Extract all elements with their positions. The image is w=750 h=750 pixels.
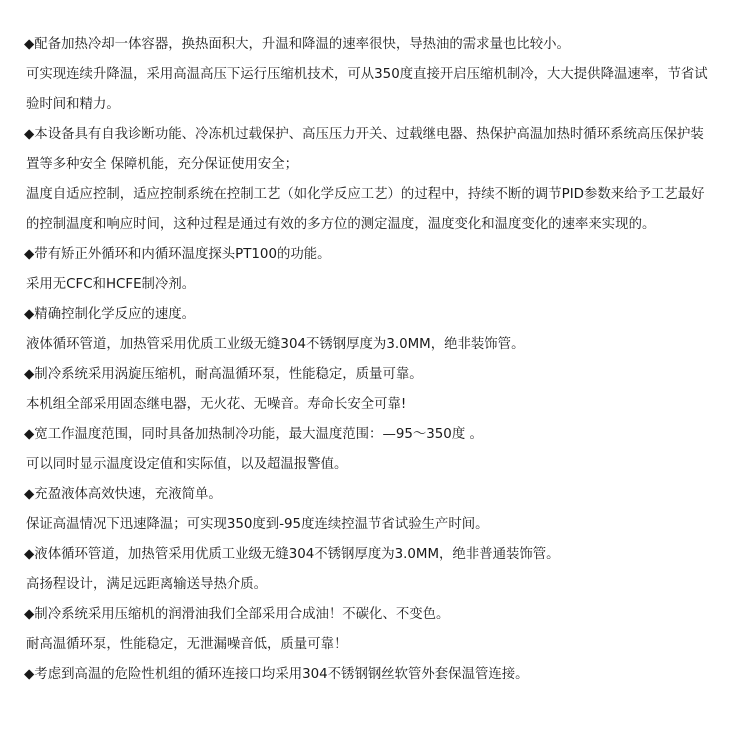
text-line: 保证高温情况下迅速降温；可实现350度到-95度连续控温节省试验生产时间。: [26, 517, 489, 532]
text-line: 的控制温度和响应时间，这种过程是通过有效的多方位的测定温度，温度变化和温度变化的速率来实现的。: [26, 217, 656, 232]
text-line: ◆充盈液体高效快速，充液简单。: [24, 487, 222, 502]
text-line: ◆带有矫正外循环和内循环温度探头PT100的功能。: [24, 247, 331, 262]
text-line: ◆制冷系统采用压缩机的润滑油我们全部采用合成油！不碳化、不变色。: [24, 607, 450, 622]
text-line: 本机组全部采用固态继电器，无火花、无噪音。寿命长安全可靠!: [26, 397, 407, 412]
text-line: ◆考虑到高温的危险性机组的循环连接口均采用304不锈钢钢丝软管外套保温管连接。: [24, 667, 529, 682]
text-line: 验时间和精力。: [26, 97, 120, 112]
text-line: 可以同时显示温度设定值和实际值，以及超温报警值。: [26, 457, 348, 472]
text-line: ◆精确控制化学反应的速度。: [24, 307, 195, 322]
text-line: 高扬程设计，满足远距离输送导热介质。: [26, 577, 268, 592]
text-line: ◆配备加热冷却一体容器，换热面积大，升温和降温的速率很快，导热油的需求量也比较小。: [24, 37, 570, 52]
text-line: ◆本设备具有自我诊断功能、冷冻机过载保护、高压压力开关、过载继电器、热保护高温加热时循环系统高压保护装: [24, 127, 704, 142]
text-line: ◆制冷系统采用涡旋压缩机，耐高温循环泵，性能稳定，质量可靠。: [24, 367, 423, 382]
text-line: 温度自适应控制，适应控制系统在控制工艺（如化学反应工艺）的过程中，持续不断的调节PID参数来给予工艺最好: [26, 187, 705, 202]
text-line: 液体循环管道，加热管采用优质工业级无缝304不锈钢厚度为3.0MM，绝非装饰管。: [26, 337, 525, 352]
text-line: ◆宽工作温度范围，同时具备加热制冷功能，最大温度范围：—95～350度 。: [24, 427, 483, 442]
text-line: 可实现连续升降温，采用高温高压下运行压缩机技术，可从350度直接开启压缩机制冷，大大提供降温速率，节省试: [26, 67, 708, 82]
text-line: 耐高温循环泵，性能稳定，无泄漏噪音低，质量可靠！: [26, 637, 348, 652]
text-line: ◆液体循环管道，加热管采用优质工业级无缝304不锈钢厚度为3.0MM，绝非普通装饰管。: [24, 547, 560, 562]
text-line: 置等多种安全 保障机能，充分保证使用安全；: [26, 157, 299, 172]
text-line: 采用无CFC和HCFE制冷剂。: [26, 277, 196, 292]
